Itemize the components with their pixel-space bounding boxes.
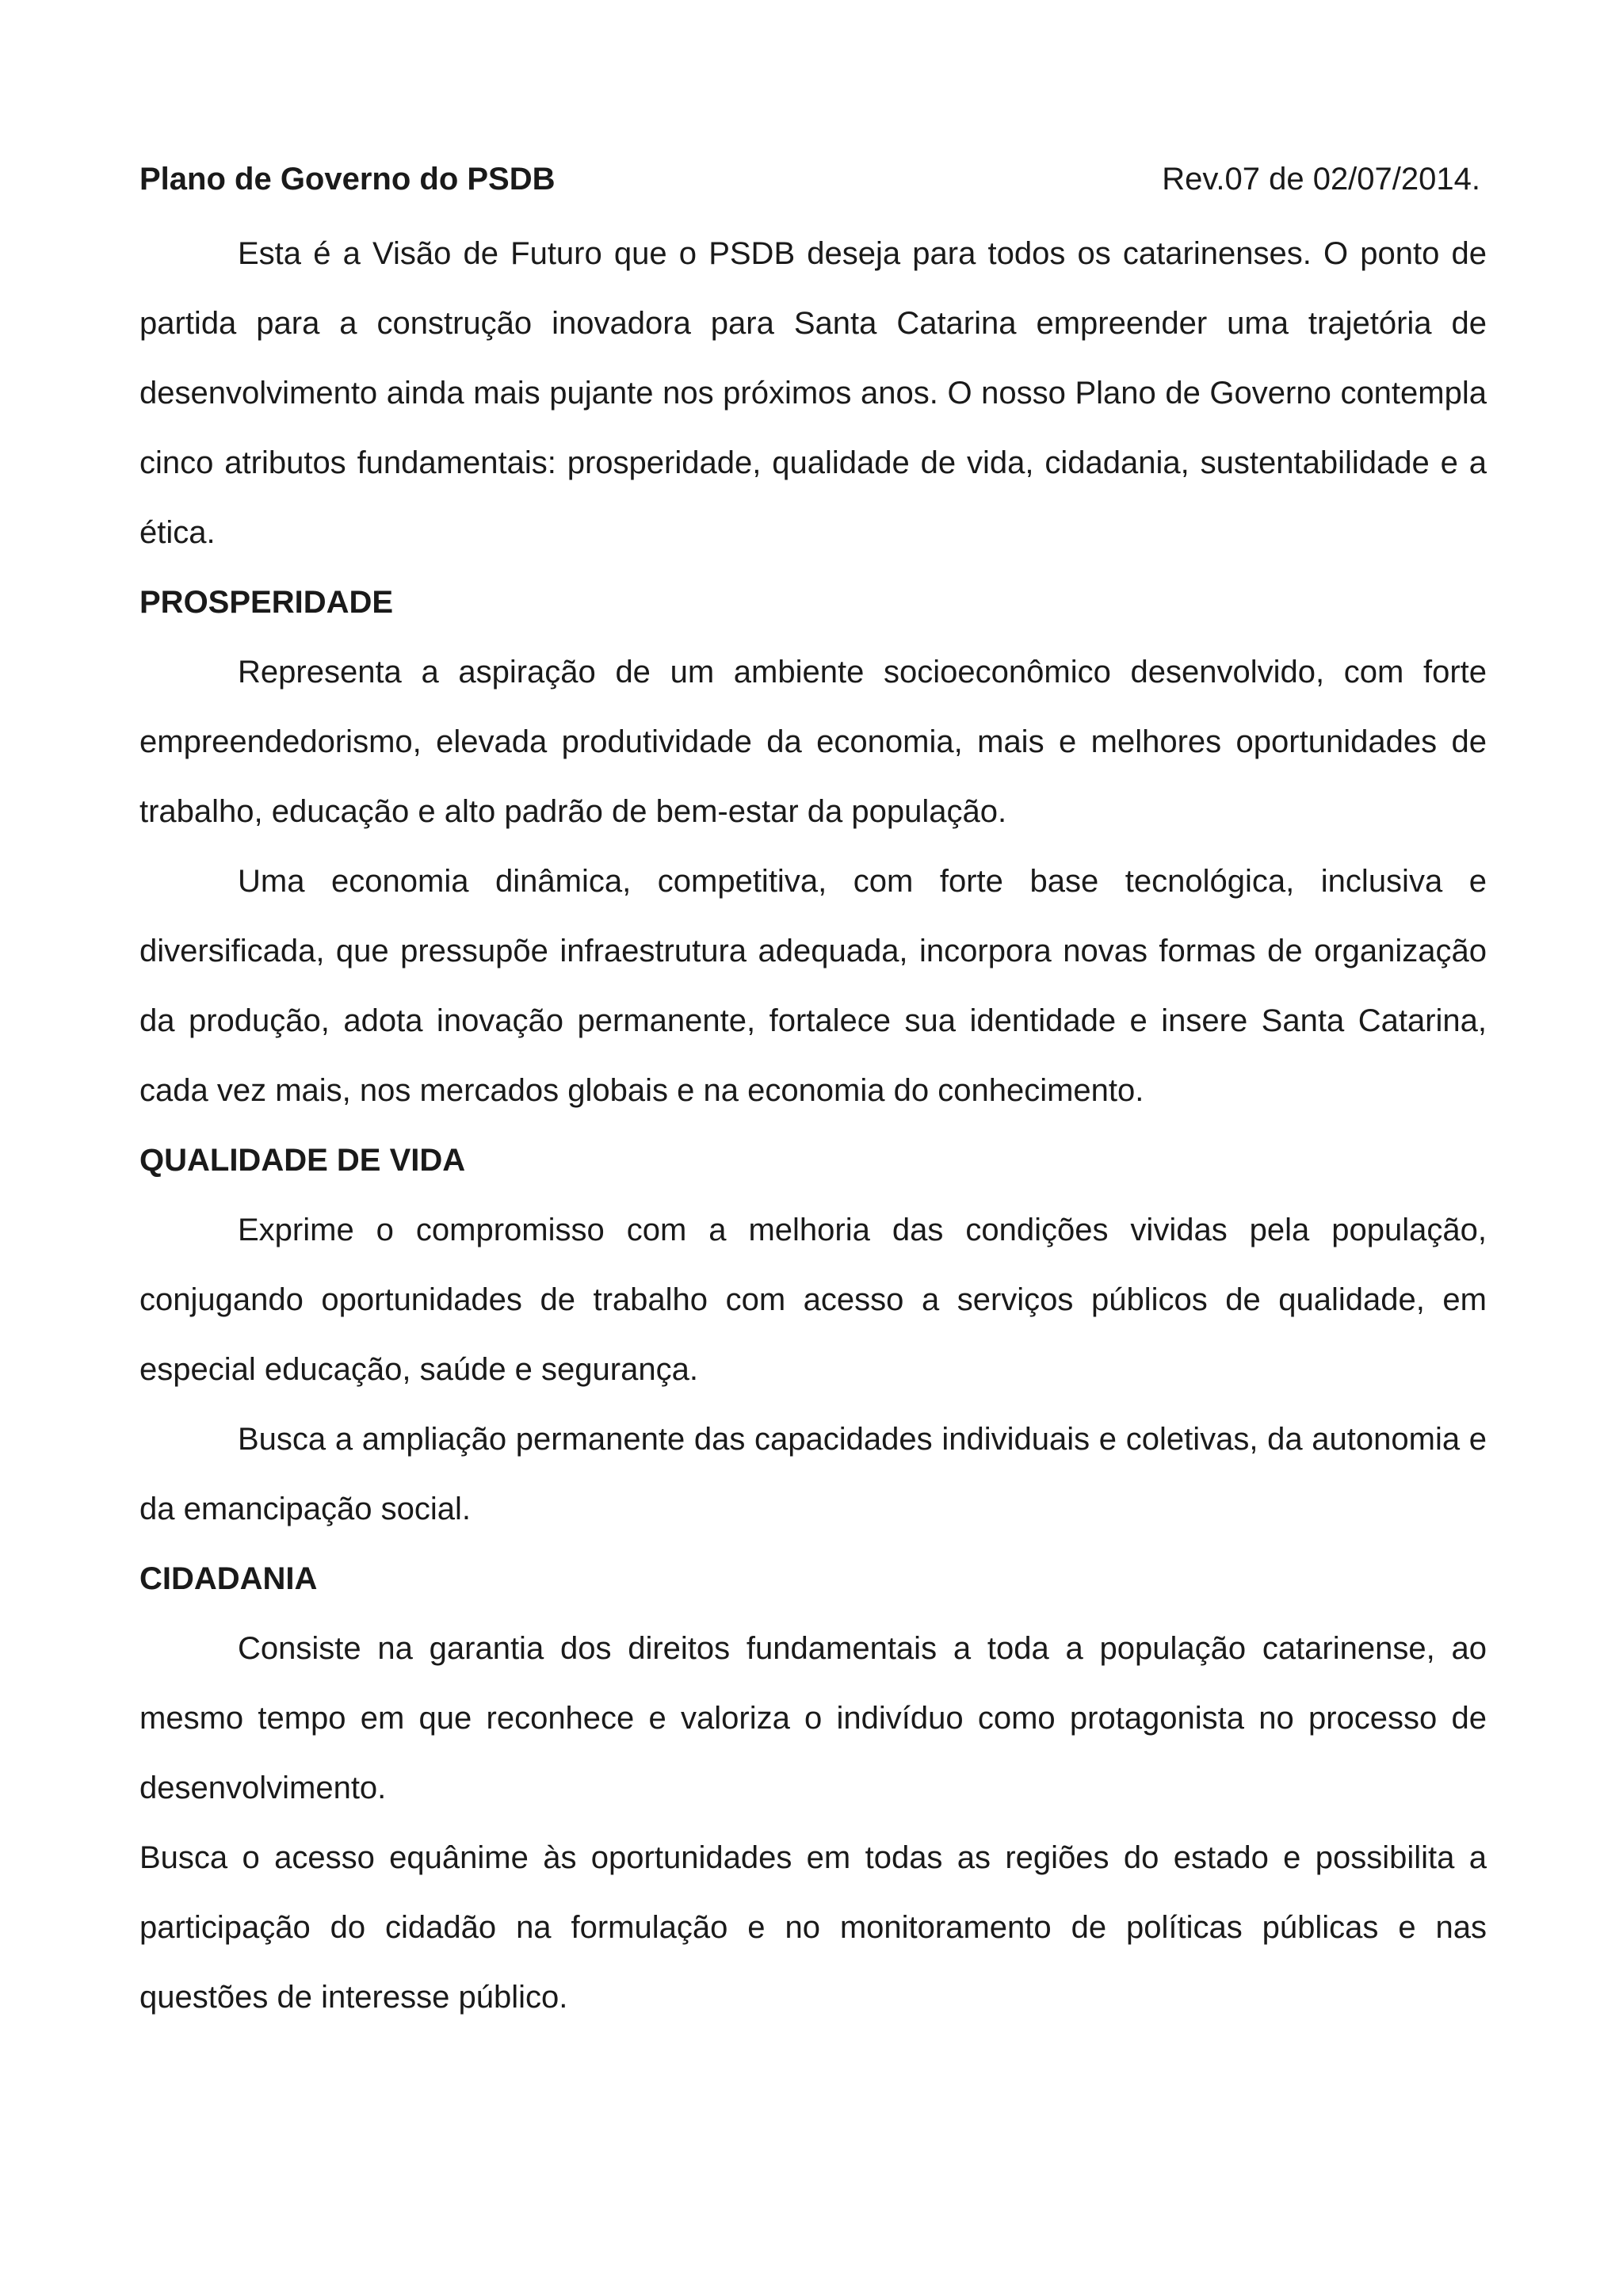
document-title: Plano de Governo do PSDB [139,162,556,197]
prosperidade-paragraph-1: Representa a aspiração de um ambiente socioeconômico desenvolvido, com forte empreendedorismo, elevada produtividade da economia, mais e melhores oportunidades de trabalho, educação e alto padrão de bem-estar da população. [139,655,1487,829]
section-heading-cidadania: CIDADANIA [139,1561,318,1596]
qualidade-paragraph-1: Exprime o compromisso com a melhoria das condições vividas pela população, conjugando oportunidades de trabalho com acesso a serviços públicos de qualidade, em especial educação, saúde e segurança. [139,1213,1487,1387]
prosperidade-paragraph-2: Uma economia dinâmica, competitiva, com forte base tecnológica, inclusiva e diversificada, que pressupõe infraestrutura adequada, incorpora novas formas de organização da produção, adota inovação permanente, fortalece sua identidade e insere Santa Catarina, cada vez mais, nos mercados globais e na economia do conhecimento. [139,864,1487,1108]
qualidade-paragraph-2: Busca a ampliação permanente das capacidades individuais e coletivas, da autonomia e da emancipação social. [139,1422,1487,1526]
document-header [139,155,1487,203]
revision-date: Rev.07 de 02/07/2014. [1162,162,1480,197]
cidadania-paragraph-1: Consiste na garantia dos direitos fundamentais a toda a população catarinense, ao mesmo tempo em que reconhece e valoriza o indivíduo como protagonista no processo de desenvolvimento. [139,1631,1487,1805]
cidadania-paragraph-2: Busca o acesso equânime às oportunidades em todas as regiões do estado e possibilita a participação do cidadão na formulação e no monitoramento de políticas públicas e nas questões de interesse público. [139,1840,1487,2015]
section-heading-prosperidade: PROSPERIDADE [139,585,394,620]
intro-paragraph: Esta é a Visão de Futuro que o PSDB deseja para todos os catarinenses. O ponto de partida para a construção inovadora para Santa Catarina empreender uma trajetória de desenvolvimento ainda mais pujante nos próximos anos. O nosso Plano de Governo contempla cinco atributos fundamentais: prosperidade, qualidade de vida, cidadania, sustentabilidade e a ética. [139,236,1487,550]
document-page [139,155,1487,2032]
section-heading-qualidade-de-vida: QUALIDADE DE VIDA [139,1143,466,1178]
